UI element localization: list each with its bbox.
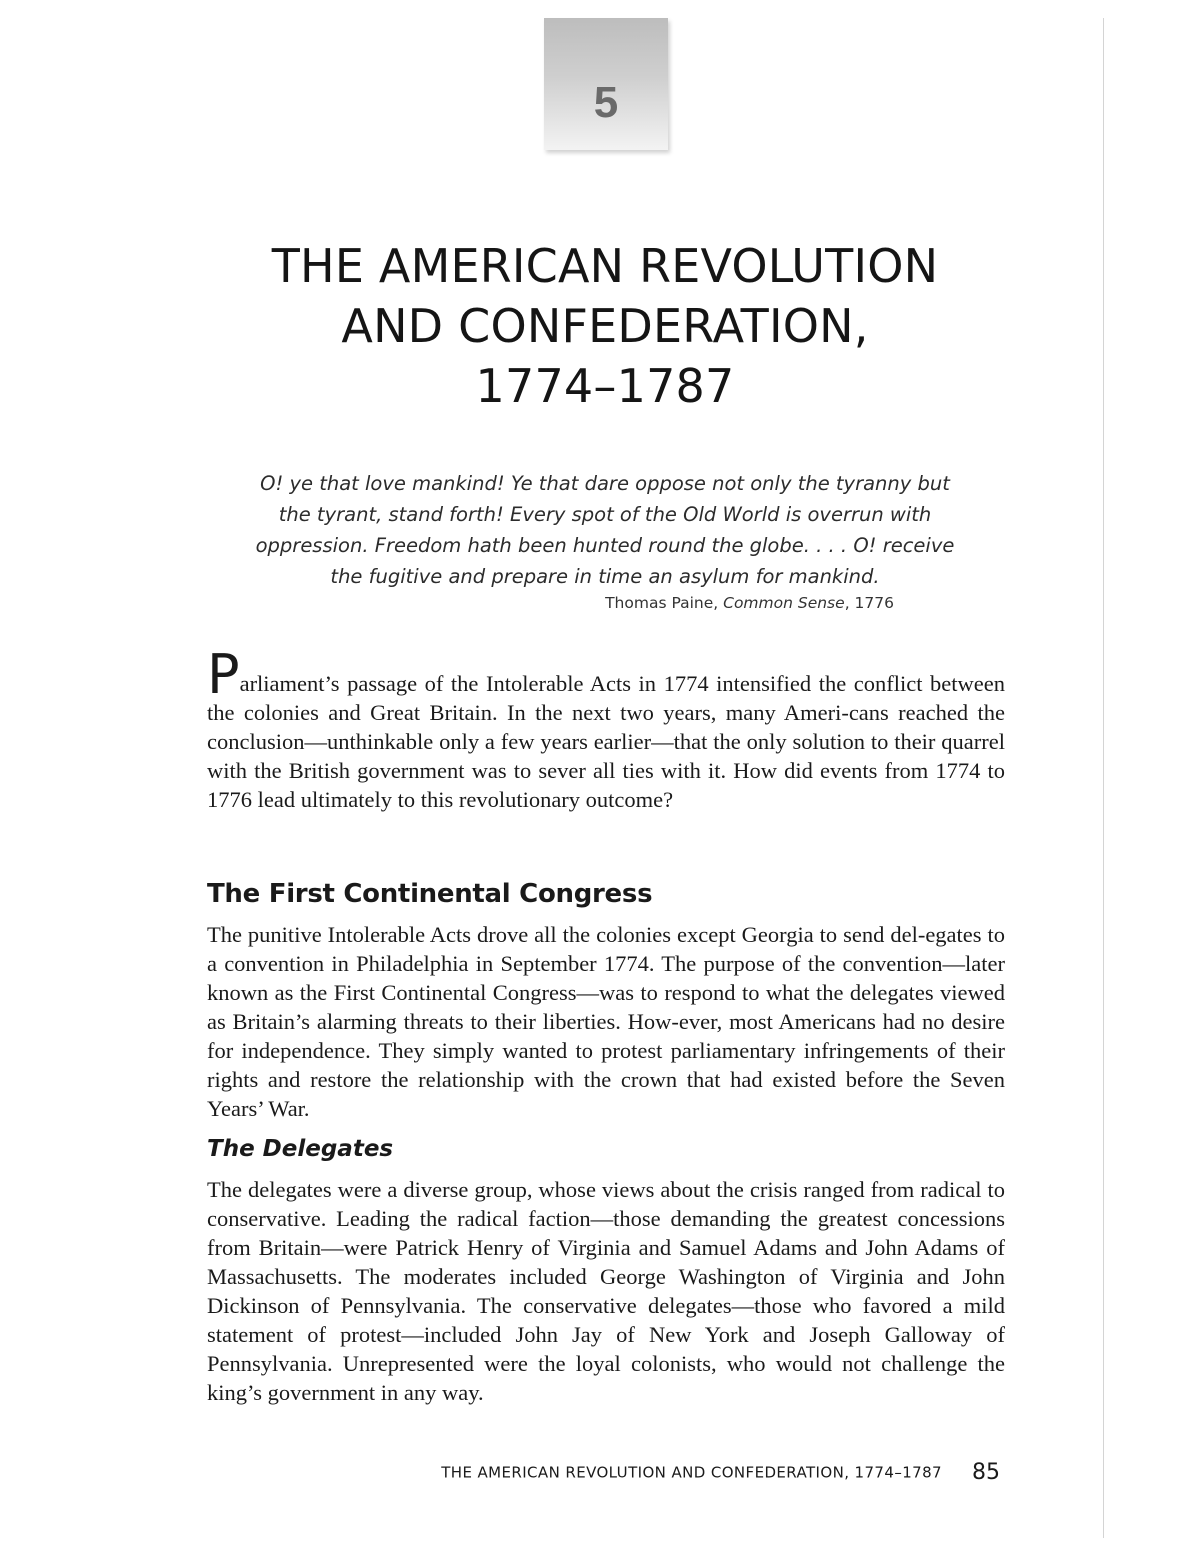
epigraph-line: oppression. Freedom hath been hunted round the globe. . . . O! receive — [255, 534, 955, 557]
chapter-title-line: THE AMERICAN REVOLUTION — [271, 239, 939, 293]
chapter-number-tab — [544, 18, 668, 150]
chapter-number: 5 — [593, 78, 619, 127]
page-edge-rule — [1103, 18, 1104, 1538]
section-heading: The First Continental Congress — [207, 879, 653, 909]
subsection-heading: The Delegates — [207, 1136, 394, 1162]
page-number: 85 — [972, 1460, 1000, 1485]
epigraph-quote — [230, 468, 980, 592]
drop-cap: P — [207, 643, 240, 706]
epigraph-line: the fugitive and prepare in time an asylum for mankind. — [330, 565, 880, 588]
attribution-author: Thomas Paine, — [605, 594, 724, 612]
chapter-title — [150, 236, 1060, 416]
intro-text: arliament’s passage of the Intolerable Acts in 1774 intensified the conflict between the colonies and Great Britain. In the next two years, many Ameri-cans reached the conclusion—unthinkable only a few years earlier—that the only solution to their quarrel with the British government was to sever all ties with it. How did events from 1774 to 1776 lead ultimately to this revolutionary outcome? — [207, 671, 1005, 812]
epigraph-line: O! ye that love mankind! Ye that dare oppose not only the tyranny but — [260, 472, 950, 495]
epigraph-attribution — [560, 594, 894, 612]
subsection-paragraph: The delegates were a diverse group, whose views about the crisis ranged from radical to conservative. Leading the radical faction—those demanding the greatest concessions from Britain—were Patrick Henry of Virginia and Samuel Adams and John Adams of Massachusetts. The moderates included George Washington of Virginia and John Dickinson of Pennsylvania. The conservative delegates—those who favored a mild statement of protest—included John Jay of New York and Joseph Galloway of Pennsylvania. Unrepresented were the loyal colonists, who would not challenge the king’s government in any way. — [207, 1177, 1005, 1405]
section-paragraph: The punitive Intolerable Acts drove all the colonies except Georgia to send del-egates to a convention in Philadelphia in September 1774. The purpose of the convention—later known as the First Continental Congress—was to respond to what the delegates viewed as Britain’s alarming threats to their liberties. How-ever, most Americans had no desire for independence. They simply wanted to protest parliamentary infringements of their rights and restore the relationship with the crown that had existed before the Seven Years’ War. — [207, 922, 1005, 1121]
running-head: THE AMERICAN REVOLUTION AND CONFEDERATION, 1774–1787 — [441, 1463, 942, 1482]
chapter-title-line: AND CONFEDERATION, — [341, 299, 869, 353]
attribution-year: , 1776 — [844, 594, 894, 612]
epigraph-line: the tyrant, stand forth! Every spot of the Old World is overrun with — [278, 503, 932, 526]
chapter-title-line: 1774–1787 — [475, 359, 735, 413]
intro-paragraph — [207, 643, 1005, 814]
page-footer — [300, 1460, 1000, 1485]
attribution-work: Common Sense — [723, 594, 845, 612]
